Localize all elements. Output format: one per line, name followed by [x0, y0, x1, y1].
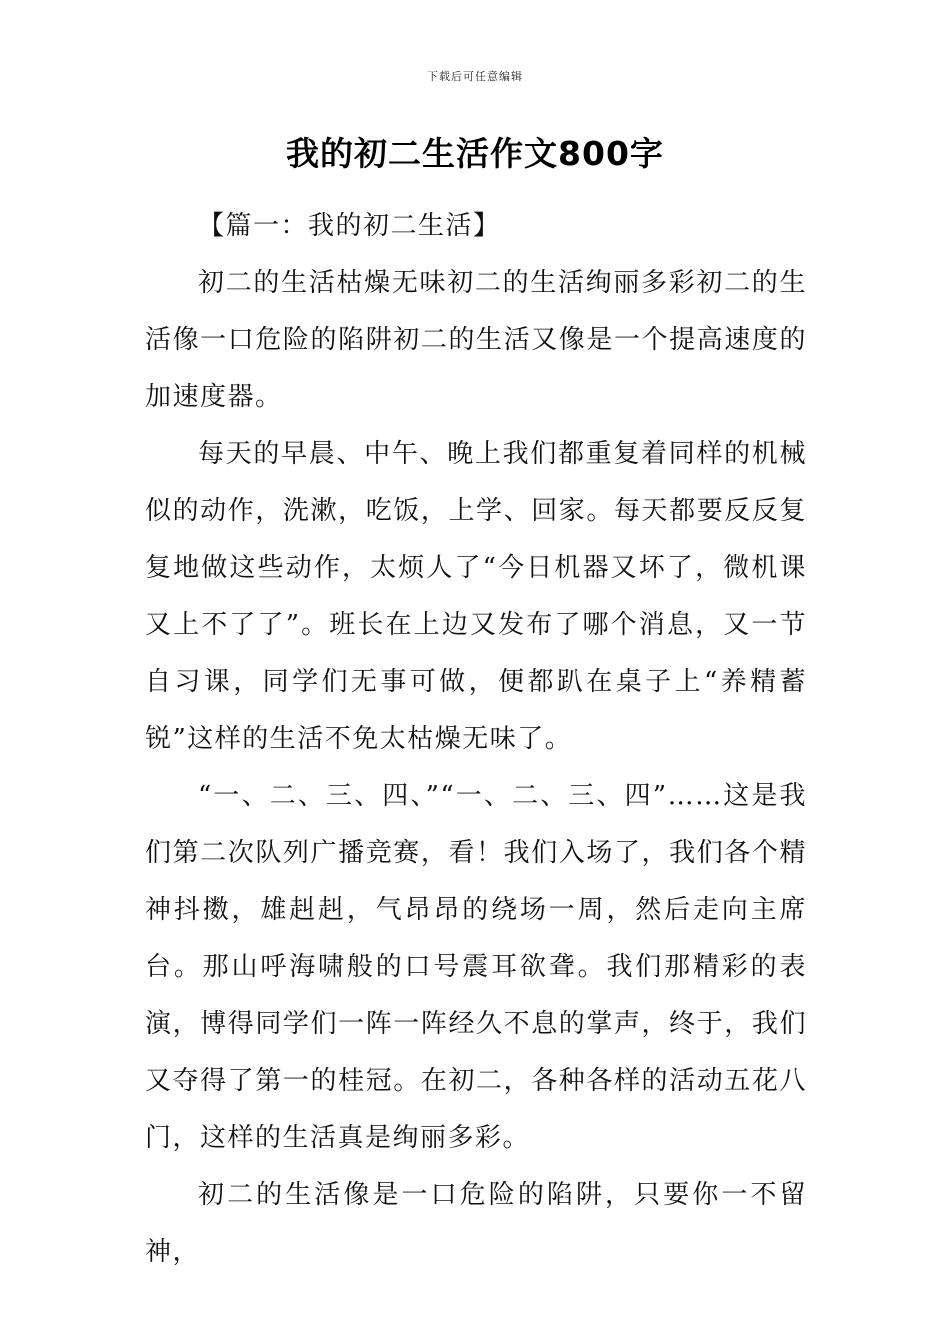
header-note: 下载后可任意编辑 — [427, 70, 523, 83]
document-title: 我的初二生活作文800字 — [286, 134, 664, 173]
body-paragraph: “一、二、三、四、”“一、二、三、四”……这是我们第二次队列广播竞赛，看！我们入场了，我们各个精神抖擞，雄赳赳，气昂昂的绕场一周，然后走向主席台。那山呼海啸般的口号震耳欲聋。我们那精彩的表演，博得同学们一阵一阵经久不息的掌声，终于，我们又夺得了第一的桂冠。在初二，各种各样的活动五花八门，这样的生活真是绚丽多彩。 — [145, 781, 807, 1153]
body-paragraph: 每天的早晨、中午、晚上我们都重复着同样的机械似的动作，洗漱，吃饭，上学、回家。每天都要反反复复地做这些动作，太烦人了“今日机器又坏了，微机课又上不了了”。班长在上边又发布了哪个消息，又一节自习课，同学们无事可做，便都趴在桌子上“养精蓄锐”这样的生活不免太枯燥无味了。 — [145, 439, 807, 754]
body-paragraph: 初二的生活枯燥无味初二的生活绚丽多彩初二的生活像一口危险的陷阱初二的生活又像是一个提高速度的加速度器。 — [145, 268, 807, 412]
body-paragraph: 初二的生活像是一口危险的陷阱，只要你一不留神， — [145, 1180, 807, 1267]
document-body — [145, 198, 807, 1281]
section-heading: 【篇一：我的初二生活】 — [198, 211, 501, 241]
